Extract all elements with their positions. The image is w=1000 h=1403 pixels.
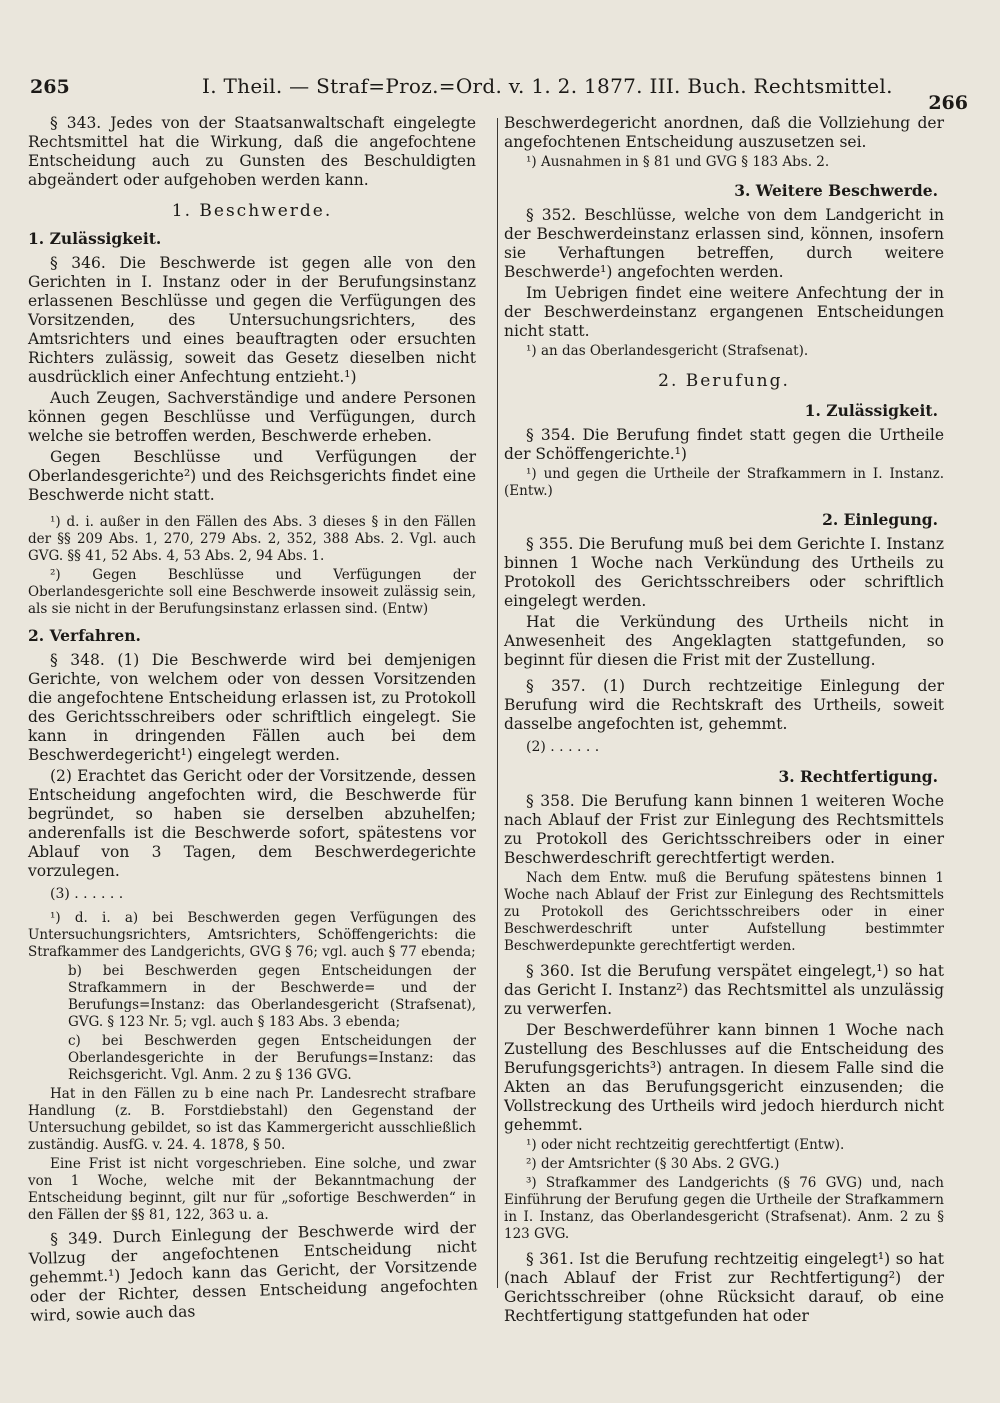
paragraph-352-a: § 352. Beschlüsse, welche von dem Landgericht in der Beschwerdeinstanz erlassen sind, können, insofern sie Verhaftungen betreffen, durch weitere Beschwerde¹) angefochten werden.: [504, 206, 944, 281]
paragraph-346-a: § 346. Die Beschwerde ist gegen alle von den Gerichten in I. Instanz oder in der Berufungsinstanz erlassenen Beschlüsse und gegen die Verfügungen des Vorsitzenden, des Untersuchungsrichters, des Amtsrichters und eines beauftragten oder ersuchten Richters zulässig, soweit das Gesetz dieselben nicht ausdrücklich einer Anfechtung entzieht.¹): [28, 254, 476, 386]
footnote-348-a: ¹) d. i. a) bei Beschwerden gegen Verfügungen des Untersuchungsrichters, Amtsrichters, Schöffengerichts: die Strafkammer des Landgerichts, GVG § 76; vgl. auch § 77 ebenda;: [28, 910, 476, 960]
paragraph-348-2: (2) Erachtet das Gericht oder der Vorsitzende, dessen Entscheidung angefochten wird, die Beschwerde für begründet, so haben sie derselben abzuhelfen; anderenfalls ist die Beschwerde sofort, spätestens vor Ablauf von 3 Tagen, dem Beschwerdegerichte vorzulegen.: [28, 767, 476, 880]
footnote-354-1: ¹) und gegen die Urtheile der Strafkammern in I. Instanz. (Entw.): [504, 466, 944, 499]
subheading-zulaessigkeit: 1. Zulässigkeit.: [28, 229, 162, 248]
running-header: [30, 62, 970, 114]
footnote-346-2: ²) Gegen Beschlüsse und Verfügungen der Oberlandesgerichte soll eine Beschwerde insoweit zulässig sein, als sie nicht in der Berufungsinstanz erlassen sind. (Entw): [28, 567, 476, 617]
subheading-weitere-beschwerde: 3. Weitere Beschwerde.: [734, 181, 938, 200]
paragraph-348-3: (3) . . . . . .: [50, 886, 124, 902]
paragraph-348-1: § 348. (1) Die Beschwerde wird bei demjenigen Gerichte, von welchem oder von dessen Vorsitzenden die angefochtene Entscheidung erlassen ist, zu Protokoll des Gerichtsschreibers oder schriftlich eingelegt. Sie kann in dringenden Fällen auch bei dem Beschwerdegericht¹) eingelegt werden.: [28, 651, 476, 764]
footnote-348-e: Eine Frist ist nicht vorgeschrieben. Eine solche, und zwar von 1 Woche, welche mit der Bekanntmachung der Entscheidung beginnt, gilt nur für „sofortige Beschwerden“ in den Fällen der §§ 81, 122, 363 u. a.: [28, 1156, 476, 1223]
subheading-rechtfertigung: 3. Rechtfertigung.: [778, 767, 938, 786]
left-column: [28, 114, 476, 1328]
section-heading-berufung: 2. Berufung.: [658, 371, 790, 391]
paragraph-360-a: § 360. Ist die Berufung verspätet eingelegt,¹) so hat das Gericht I. Instanz²) das Rechtsmittel als unzulässig zu verwerfen.: [504, 962, 944, 1018]
footnote-358: Nach dem Entw. muß die Berufung spätestens binnen 1 Woche nach Ablauf der Frist zur Einlegung des Rechtsmittels zu Protokoll des Gerichtsschreibers oder in einer Beschwerdeschrift unter Aufstellung bestimmter Beschwerdepunkte gerechtfertigt werden.: [504, 870, 944, 954]
paragraph-355-b: Hat die Verkündung des Urtheils nicht in Anwesenheit des Angeklagten stattgefunden, so beginnt für diesen die Frist mit der Zustellung.: [504, 613, 944, 669]
subheading-verfahren: 2. Verfahren.: [28, 626, 141, 645]
left-page-number: 265: [30, 76, 70, 98]
footnote-348-b: b) bei Beschwerden gegen Entscheidungen der Strafkammern in der Beschwerde= und der Berufungs=Instanz: das Oberlandesgericht (Strafsenat), GVG. § 123 Nr. 5; vgl. auch § 183 Abs. 3 ebenda;: [68, 963, 476, 1030]
paragraph-354: § 354. Die Berufung findet statt gegen die Urtheile der Schöffengerichte.¹): [504, 426, 944, 463]
subheading-zulaessigkeit-2: 1. Zulässigkeit.: [804, 401, 938, 420]
paragraph-346-c: Gegen Beschlüsse und Verfügungen der Oberlandesgerichte²) und des Reichsgerichts findet eine Beschwerde nicht statt.: [28, 448, 476, 504]
right-page-number: 266: [928, 92, 968, 114]
footnote-352-1: ¹) an das Oberlandesgericht (Strafsenat).: [526, 343, 809, 359]
paragraph-360-b: Der Beschwerdeführer kann binnen 1 Woche nach Zustellung des Beschlusses auf die Entscheidung des Berufungsgerichts³) antragen. In diesem Falle sind die Akten an das Berufungsgericht einzusenden; die Vollstreckung des Urtheils wird jedoch hierdurch nicht gehemmt.: [504, 1021, 944, 1134]
column-divider: [497, 118, 498, 1288]
footnote-360-2: ²) der Amtsrichter (§ 30 Abs. 2 GVG.): [526, 1156, 780, 1172]
paragraph-361: § 361. Ist die Berufung rechtzeitig eingelegt¹) so hat (nach Ablauf der Frist zur Rechtfertigung²) der Gerichtsschreiber (ohne Rücksicht darauf, ob eine Rechtfertigung stattgefunden hat oder: [504, 1250, 944, 1325]
paragraph-357-2: (2) . . . . . .: [526, 739, 600, 755]
header-title: I. Theil. — Straf=Proz.=Ord. v. 1. 2. 1877. III. Buch. Rechtsmittel.: [202, 74, 893, 98]
paragraph-349: § 349. Durch Einlegung der Beschwerde wird der Vollzug der angefochtenen Entscheidung nicht gehemmt.¹) Jedoch kann das Gericht, der Vorsitzende oder der Richter, dessen Entscheidung angefochten wird, sowie auch das: [28, 1218, 478, 1325]
footnote-346-1: ¹) d. i. außer in den Fällen des Abs. 3 dieses § in den Fällen der §§ 209 Abs. 1, 270, 279 Abs. 2, 352, 388 Abs. 2. Vgl. auch GVG. §§ 41, 52 Abs. 4, 53 Abs. 2, 94 Abs. 1.: [28, 514, 476, 564]
footnote-348-d: Hat in den Fällen zu b eine nach Pr. Landesrecht strafbare Handlung (z. B. Forstdiebstahl) den Gegenstand der Untersuchung gebildet, so ist das Kammergericht ausschließlich zuständig. AusfG. v. 24. 4. 1878, § 50.: [28, 1086, 476, 1153]
footnote-360-3: ³) Strafkammer des Landgerichts (§ 76 GVG) und, nach Einführung der Berufung gegen die Urtheile der Strafkammern in I. Instanz, das Oberlandesgericht (Strafsenat). Anm. 2 zu § 123 GVG.: [504, 1175, 944, 1242]
paragraph-357-1: § 357. (1) Durch rechtzeitige Einlegung der Berufung wird die Rechtskraft des Urtheils, soweit dasselbe angefochten ist, gehemmt.: [504, 677, 944, 733]
right-column: [504, 114, 944, 1328]
footnote-348-c: c) bei Beschwerden gegen Entscheidungen der Oberlandesgerichte in der Berufungs=Instanz: das Reichsgericht. Vgl. Anm. 2 zu § 136 GVG.: [68, 1033, 476, 1083]
footnote-360-1: ¹) oder nicht rechtzeitig gerechtfertigt (Entw).: [526, 1137, 845, 1153]
subheading-einlegung: 2. Einlegung.: [822, 510, 938, 529]
paragraph-343: § 343. Jedes von der Staatsanwaltschaft eingelegte Rechtsmittel hat die Wirkung, daß die angefochtene Entscheidung auch zu Gunsten des Beschuldigten abgeändert oder aufgehoben werden kann.: [28, 114, 476, 189]
section-heading-beschwerde: 1. Beschwerde.: [171, 201, 333, 221]
paragraph-358: § 358. Die Berufung kann binnen 1 weiteren Woche nach Ablauf der Frist zur Einlegung des Rechtsmittels zu Protokoll des Gerichtsschreibers oder in einer Beschwerdeschrift gerechtfertigt werden.: [504, 792, 944, 867]
paragraph-355-a: § 355. Die Berufung muß bei dem Gerichte I. Instanz binnen 1 Woche nach Verkündung des Urtheils zu Protokoll des Gerichtsschreibers oder schriftlich eingelegt werden.: [504, 535, 944, 610]
paragraph-346-b: Auch Zeugen, Sachverständige und andere Personen können gegen Beschlüsse und Verfügungen, durch welche sie betroffen werden, Beschwerde erheben.: [28, 389, 476, 445]
footnote-349-1: ¹) Ausnahmen in § 81 und GVG § 183 Abs. 2.: [526, 154, 830, 170]
paragraph-352-b: Im Uebrigen findet eine weitere Anfechtung der in der Beschwerdeinstanz ergangenen Entscheidungen nicht statt.: [504, 284, 944, 340]
paragraph-349-continued: Beschwerdegericht anordnen, daß die Vollziehung der angefochtenen Entscheidung auszusetzen sei.: [504, 114, 944, 151]
